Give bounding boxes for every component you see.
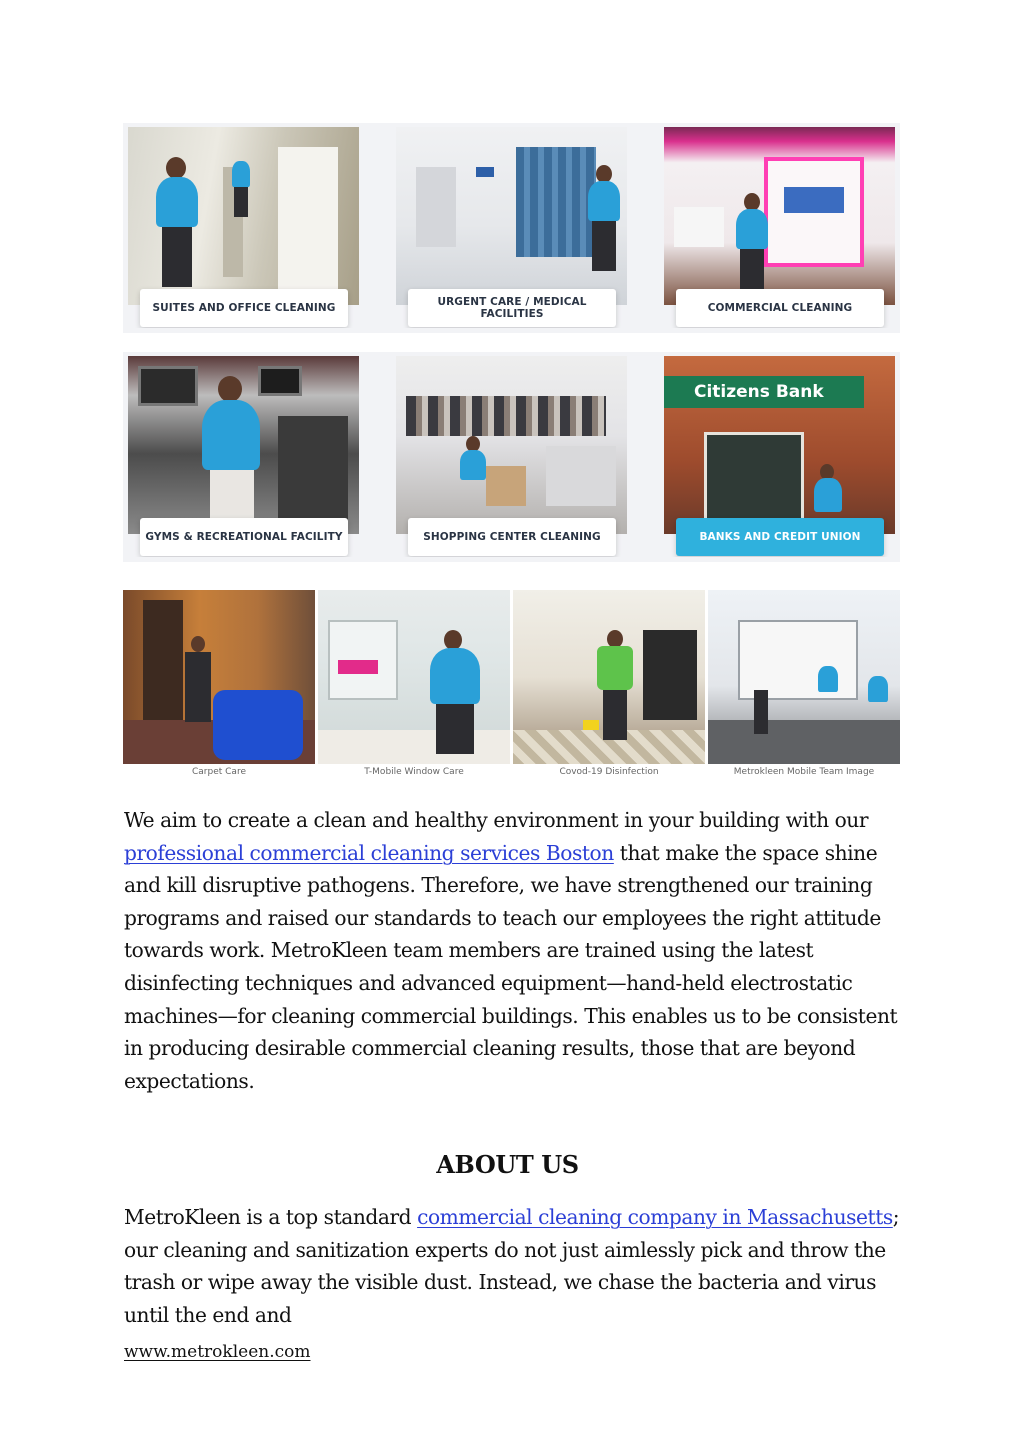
photo-caption: Metrokleen Mobile Team Image: [733, 767, 875, 777]
service-label-highlighted: BANKS AND CREDIT UNION: [676, 518, 884, 556]
photo-caption: Covod-19 Disinfection: [559, 767, 659, 777]
service-label: SHOPPING CENTER CLEANING: [408, 518, 616, 556]
photo-strip: [123, 590, 900, 764]
clinic-photo: [396, 127, 627, 305]
about-text-end: ; our cleaning and sanitization experts do not just aimlessly pick and throw the trash or wipe away the visible dust. Instead, we chase the bacteria and virus until the end and: [124, 1205, 900, 1327]
bank-photo: [664, 356, 895, 534]
services-grid-row-1: [123, 123, 900, 333]
photo-caption: Carpet Care: [192, 767, 246, 777]
intro-paragraph: [124, 804, 914, 1097]
service-tile-shopping[interactable]: [396, 356, 627, 557]
hallway-photo: [128, 127, 359, 305]
about-text-start: MetroKleen is a top standard: [124, 1205, 418, 1229]
about-heading: ABOUT US: [436, 1150, 579, 1179]
store-photo: [664, 127, 895, 305]
service-label: GYMS & RECREATIONAL FACILITY: [140, 518, 348, 556]
service-tile-urgent-care[interactable]: [396, 127, 627, 328]
service-tile-suites-office[interactable]: [128, 127, 359, 328]
services-grid-row-2: [123, 352, 900, 562]
bank-sign: Citizens Bank: [664, 376, 864, 408]
service-label: SUITES AND OFFICE CLEANING: [140, 289, 348, 327]
service-label: COMMERCIAL CLEANING: [676, 289, 884, 327]
gym-photo: [128, 356, 359, 534]
intro-text-end: that make the space shine and kill disruptive pathogens. Therefore, we have strengthened our training programs and raised our standards to teach our employees the right attitude towards work. MetroKleen team members are trained using the latest disinfecting techniques and advanced equipment—hand-held electrostatic machines—for cleaning commercial buildings. This enables us to be consistent in producing desirable commercial cleaning results, those that are beyond expectations.: [124, 840, 898, 1093]
photo-caption: T-Mobile Window Care: [364, 767, 464, 777]
window-care-photo: [318, 590, 510, 764]
shop-photo: [396, 356, 627, 534]
service-tile-commercial[interactable]: [664, 127, 895, 328]
service-tile-banks[interactable]: [664, 356, 895, 557]
about-paragraph: [124, 1201, 914, 1331]
intro-text-start: We aim to create a clean and healthy environment in your building with our: [124, 808, 869, 832]
carpet-care-photo: [123, 590, 315, 764]
service-label: URGENT CARE / MEDICAL FACILITIES: [408, 289, 616, 327]
mobile-team-photo: [708, 590, 900, 764]
service-tile-gyms[interactable]: [128, 356, 359, 557]
website-footer-link[interactable]: www.metrokleen.com: [124, 1342, 311, 1362]
covid-disinfection-photo: [513, 590, 705, 764]
cleaning-company-massachusetts-link[interactable]: commercial cleaning company in Massachusetts: [417, 1205, 893, 1229]
commercial-cleaning-services-link[interactable]: professional commercial cleaning services Boston: [124, 840, 614, 865]
